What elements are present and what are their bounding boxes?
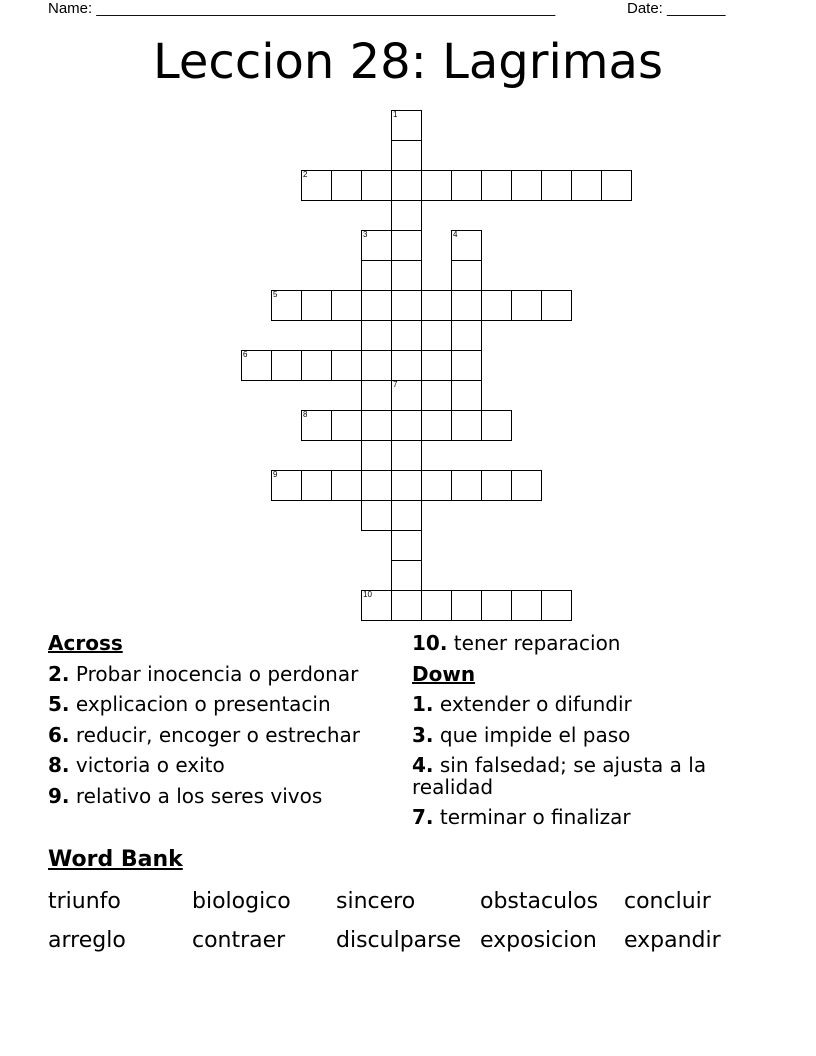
grid-cell[interactable] bbox=[391, 500, 422, 531]
grid-cell[interactable] bbox=[571, 170, 602, 201]
clue-number: 7. bbox=[412, 805, 434, 830]
grid-cell[interactable] bbox=[541, 590, 572, 621]
cell-number: 9 bbox=[273, 470, 278, 479]
cell-number: 2 bbox=[303, 170, 308, 179]
grid-cell[interactable] bbox=[241, 350, 272, 381]
word-bank-word: triunfo bbox=[48, 889, 121, 914]
clue-text: reducir, encoger o estrechar bbox=[75, 722, 361, 747]
clue-text: terminar o finalizar bbox=[439, 805, 631, 830]
grid-cell[interactable] bbox=[301, 170, 332, 201]
grid-cell[interactable] bbox=[421, 590, 452, 621]
grid-cell[interactable] bbox=[391, 350, 422, 381]
page-title: Leccion 28: Lagrimas bbox=[153, 34, 663, 90]
clue-number: 3. bbox=[412, 722, 434, 747]
grid-cell[interactable] bbox=[361, 260, 392, 291]
grid-cell[interactable] bbox=[331, 290, 362, 321]
grid-cell[interactable] bbox=[421, 350, 452, 381]
grid-cell[interactable] bbox=[301, 350, 332, 381]
grid-cell[interactable] bbox=[421, 470, 452, 501]
word-bank-word: exposicion bbox=[480, 928, 597, 953]
grid-cell[interactable] bbox=[301, 470, 332, 501]
grid-cell[interactable] bbox=[361, 290, 392, 321]
grid-cell[interactable] bbox=[391, 140, 422, 171]
clue-text: sin falsedad; se ajusta a la realidad bbox=[412, 753, 707, 800]
clue-number: 6. bbox=[48, 722, 70, 747]
cell-number: 8 bbox=[303, 410, 308, 419]
clue-number: 5. bbox=[48, 692, 70, 717]
grid-cell[interactable] bbox=[391, 170, 422, 201]
grid-cell[interactable] bbox=[391, 320, 422, 351]
clue-text: extender o difundir bbox=[439, 692, 632, 717]
grid-cell[interactable] bbox=[331, 170, 362, 201]
grid-cell[interactable] bbox=[481, 470, 512, 501]
grid-cell[interactable] bbox=[481, 590, 512, 621]
grid-cell[interactable] bbox=[391, 410, 422, 441]
grid-cell[interactable] bbox=[451, 470, 482, 501]
grid-cell[interactable] bbox=[301, 410, 332, 441]
grid-cell[interactable] bbox=[511, 590, 542, 621]
grid-cell[interactable] bbox=[541, 170, 572, 201]
word-bank-title: Word Bank bbox=[48, 847, 183, 872]
word-bank-word: disculparse bbox=[336, 928, 462, 953]
clue-text: victoria o exito bbox=[75, 753, 225, 778]
grid-cell[interactable] bbox=[451, 590, 482, 621]
grid-cell[interactable] bbox=[511, 170, 542, 201]
cell-number: 7 bbox=[393, 380, 398, 389]
grid-cell[interactable] bbox=[451, 350, 482, 381]
across-clue bbox=[48, 781, 398, 812]
grid-cell[interactable] bbox=[511, 470, 542, 501]
grid-cell[interactable] bbox=[421, 290, 452, 321]
grid-cell[interactable] bbox=[361, 320, 392, 351]
down-heading: Down bbox=[412, 661, 476, 686]
down-clue bbox=[412, 720, 762, 751]
grid-cell[interactable] bbox=[331, 410, 362, 441]
cell-number: 5 bbox=[273, 290, 278, 299]
grid-cell[interactable] bbox=[361, 410, 392, 441]
grid-cell[interactable] bbox=[391, 290, 422, 321]
grid-cell[interactable] bbox=[301, 290, 332, 321]
grid-cell[interactable] bbox=[451, 170, 482, 201]
word-bank-word: expandir bbox=[624, 928, 721, 953]
grid-cell[interactable] bbox=[391, 590, 422, 621]
word-bank-word: concluir bbox=[624, 889, 711, 914]
grid-cell[interactable] bbox=[451, 260, 482, 291]
clue-number: 1. bbox=[412, 692, 434, 717]
name-field-label: Name: _______________________________________________________ bbox=[48, 0, 556, 17]
down-clue bbox=[412, 689, 762, 720]
clue-number: 2. bbox=[48, 661, 70, 686]
clue-text: que impide el paso bbox=[439, 722, 631, 747]
grid-cell[interactable] bbox=[391, 230, 422, 261]
cell-number: 10 bbox=[363, 590, 372, 599]
down-clue bbox=[412, 802, 762, 833]
grid-cell[interactable] bbox=[361, 230, 392, 261]
grid-cell[interactable] bbox=[541, 290, 572, 321]
word-bank-word: arreglo bbox=[48, 928, 126, 953]
grid-cell[interactable] bbox=[271, 290, 302, 321]
grid-cell[interactable] bbox=[331, 470, 362, 501]
clue-text: Probar inocencia o perdonar bbox=[75, 661, 359, 686]
grid-cell[interactable] bbox=[271, 470, 302, 501]
clue-number: 8. bbox=[48, 753, 70, 778]
across-clue bbox=[48, 750, 398, 781]
across-clue bbox=[412, 628, 762, 659]
grid-cell[interactable] bbox=[451, 380, 482, 411]
clue-number: 9. bbox=[48, 783, 70, 808]
clue-number: 10. bbox=[412, 631, 448, 655]
across-clues bbox=[48, 628, 398, 812]
clue-text: tener reparacion bbox=[453, 631, 621, 655]
across-clue bbox=[48, 689, 398, 720]
word-bank-word: biologico bbox=[192, 889, 291, 914]
grid-cell[interactable] bbox=[481, 170, 512, 201]
grid-cell[interactable] bbox=[391, 530, 422, 561]
grid-cell[interactable] bbox=[451, 410, 482, 441]
grid-cell[interactable] bbox=[451, 320, 482, 351]
word-bank-word: contraer bbox=[192, 928, 286, 953]
clue-text: explicacion o presentacin bbox=[75, 692, 331, 717]
grid-cell[interactable] bbox=[481, 290, 512, 321]
grid-cell[interactable] bbox=[361, 590, 392, 621]
word-bank-word: sincero bbox=[336, 889, 416, 914]
grid-cell[interactable] bbox=[391, 440, 422, 471]
cell-number: 4 bbox=[453, 230, 458, 239]
down-clue bbox=[412, 750, 762, 802]
grid-cell[interactable] bbox=[361, 440, 392, 471]
cell-number: 6 bbox=[243, 350, 248, 359]
grid-cell[interactable] bbox=[271, 350, 302, 381]
clue-number: 4. bbox=[412, 753, 434, 778]
cell-number: 1 bbox=[393, 110, 398, 119]
grid-cell[interactable] bbox=[421, 410, 452, 441]
grid-cell[interactable] bbox=[391, 200, 422, 231]
grid-cell[interactable] bbox=[361, 170, 392, 201]
grid-cell[interactable] bbox=[331, 350, 362, 381]
cell-number: 3 bbox=[363, 230, 368, 239]
clue-text: relativo a los seres vivos bbox=[75, 783, 323, 808]
grid-cell[interactable] bbox=[391, 560, 422, 591]
grid-cell[interactable] bbox=[451, 230, 482, 261]
grid-cell[interactable] bbox=[481, 410, 512, 441]
across-clue bbox=[48, 720, 398, 751]
grid-cell[interactable] bbox=[451, 290, 482, 321]
grid-cell[interactable] bbox=[361, 470, 392, 501]
grid-cell[interactable] bbox=[511, 290, 542, 321]
across-clue bbox=[48, 659, 398, 690]
grid-cell[interactable] bbox=[361, 380, 392, 411]
grid-cell[interactable] bbox=[601, 170, 632, 201]
grid-cell[interactable] bbox=[391, 470, 422, 501]
grid-cell[interactable] bbox=[421, 170, 452, 201]
word-bank bbox=[48, 882, 768, 960]
word-bank-word: obstaculos bbox=[480, 889, 599, 914]
grid-cell[interactable] bbox=[361, 500, 392, 531]
grid-cell[interactable] bbox=[391, 260, 422, 291]
grid-cell[interactable] bbox=[361, 350, 392, 381]
grid-cell[interactable] bbox=[391, 380, 422, 411]
grid-cell[interactable] bbox=[391, 110, 422, 141]
date-field-label: Date: _______ bbox=[627, 0, 726, 17]
right-clues-column bbox=[412, 628, 762, 833]
across-heading: Across bbox=[48, 631, 123, 655]
header-line bbox=[48, 0, 740, 18]
